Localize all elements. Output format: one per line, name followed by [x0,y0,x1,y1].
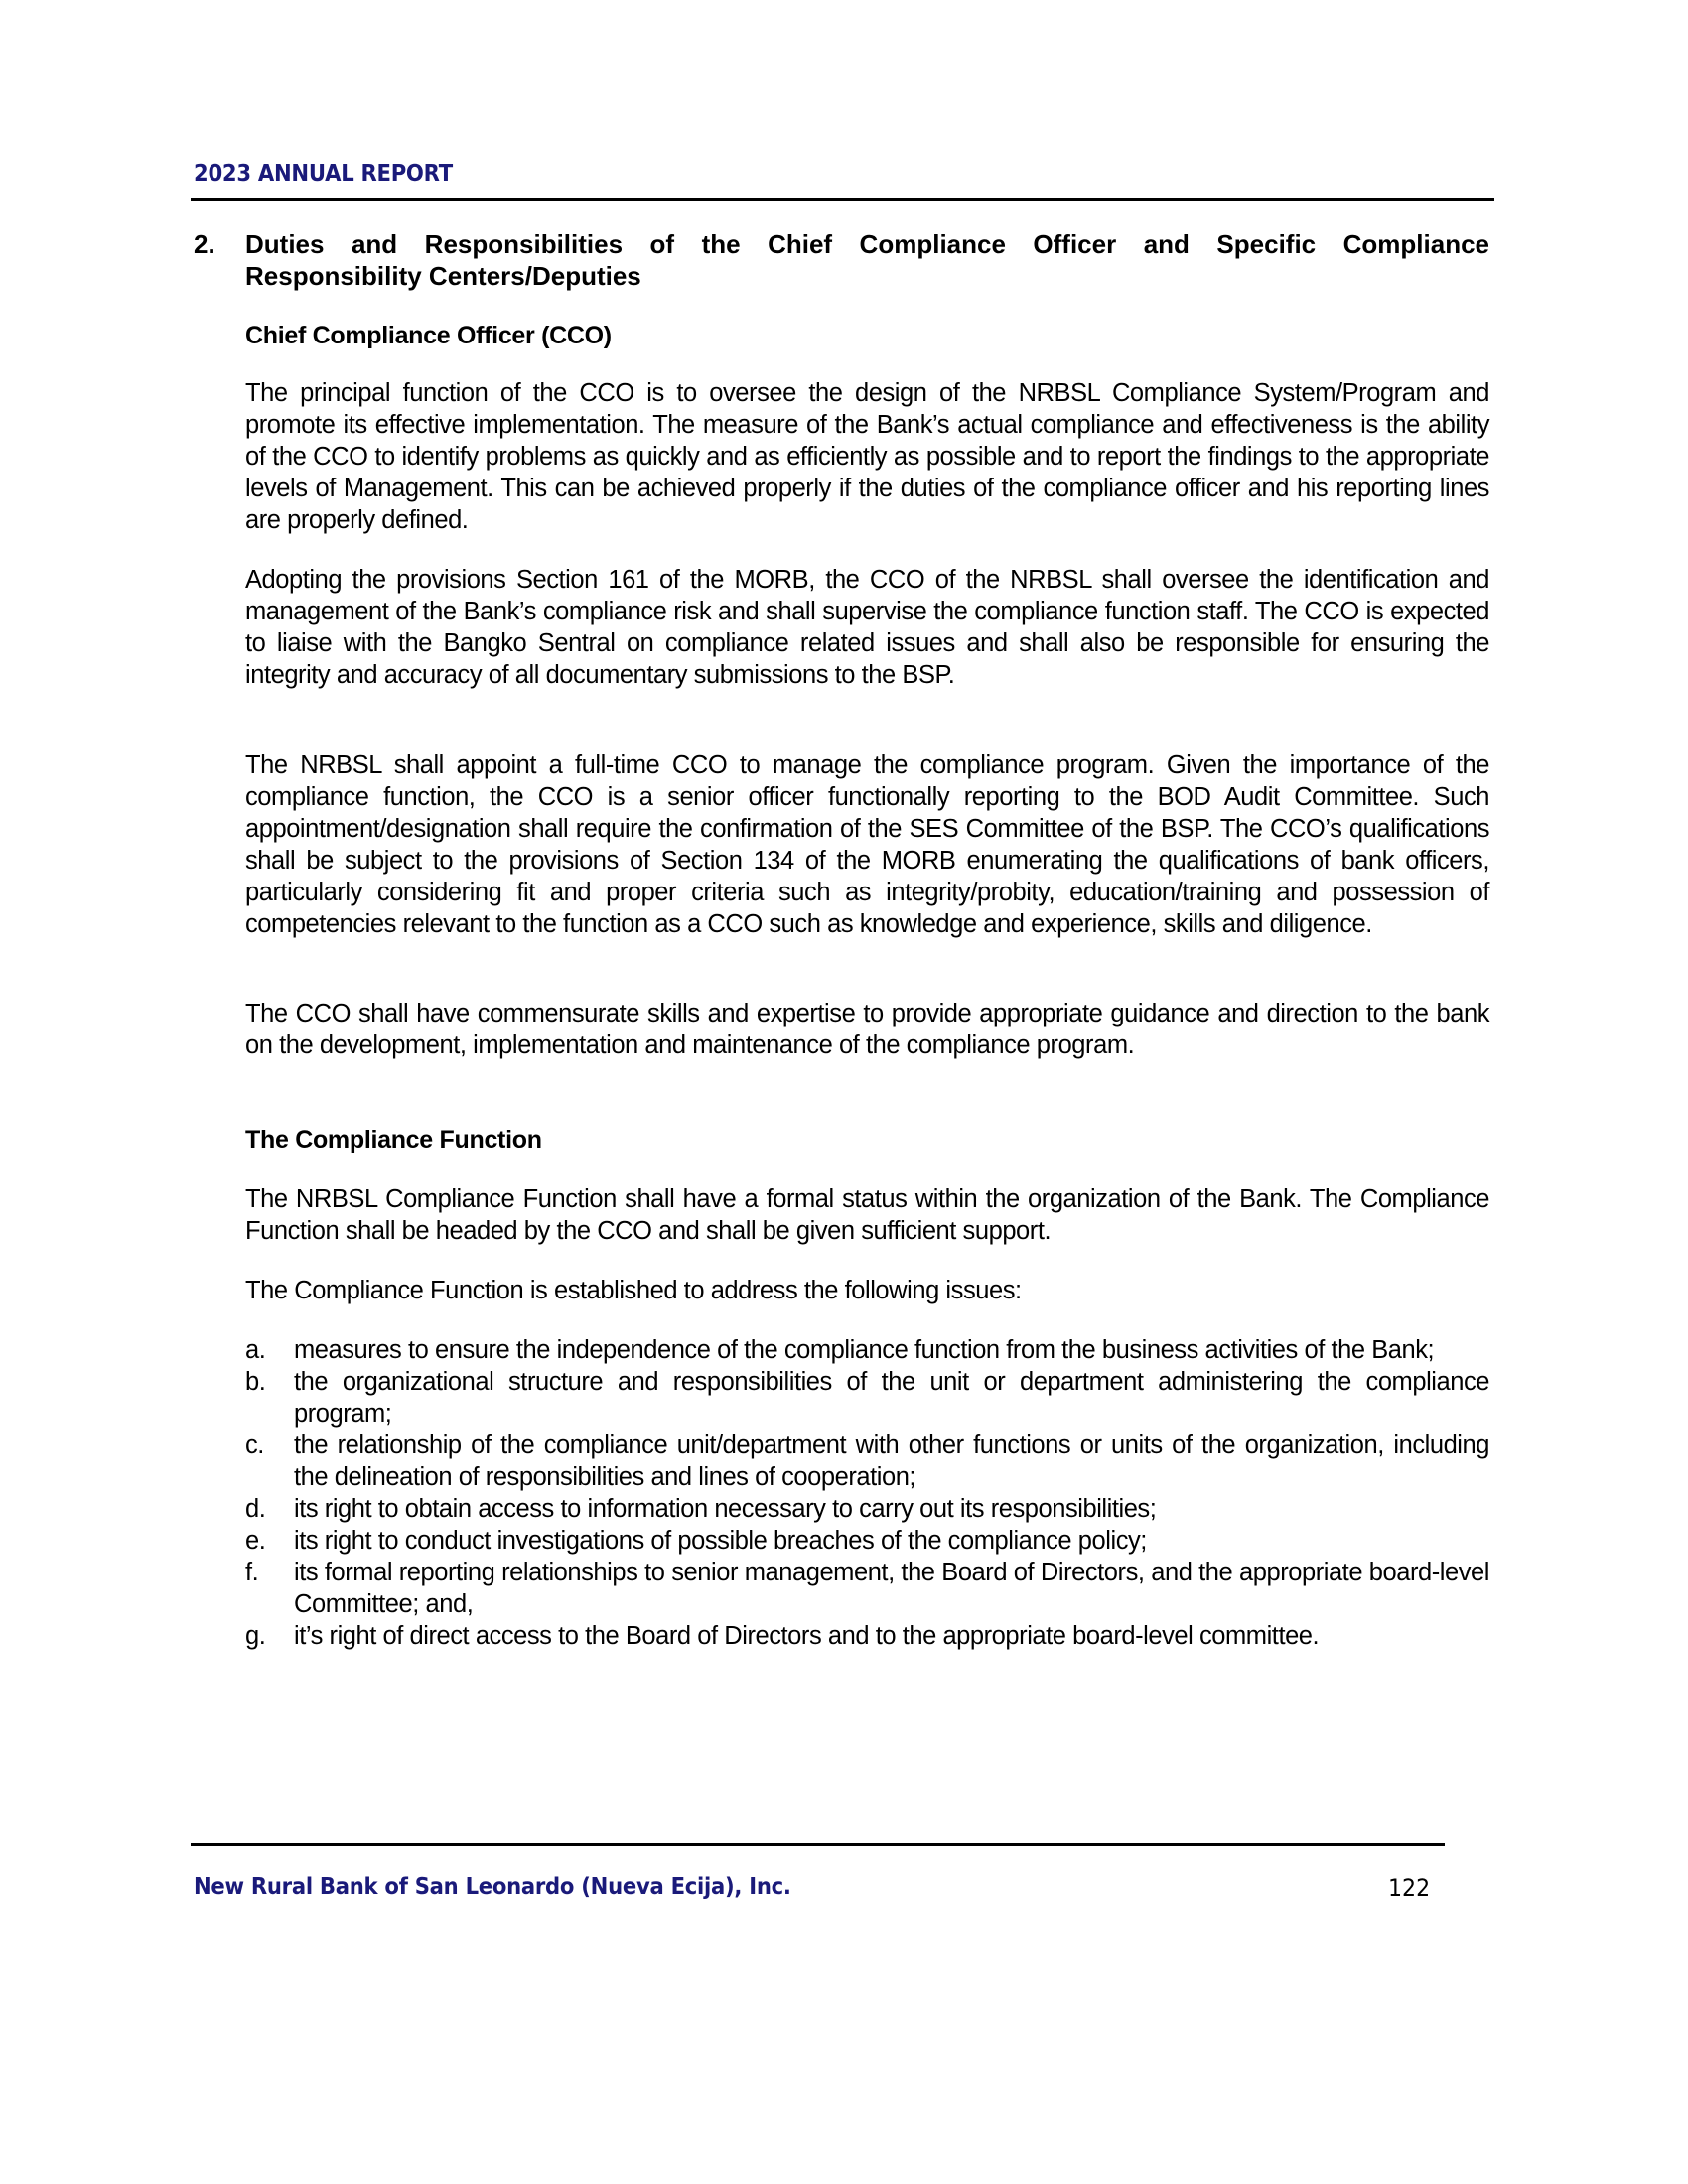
list-item-letter: b. [245,1368,266,1396]
cco-subheading: Chief Compliance Officer (CCO) [245,322,612,349]
compliance-function-paragraph-1: The NRBSL Compliance Function shall have a formal status within the organization of the Bank. The Compliance Function shall be headed by the CCO and shall be given sufficient support. [245,1185,1489,1245]
list-item-text: its right to conduct investigations of possible breaches of the compliance policy; [294,1527,1147,1555]
list-item [245,1557,1489,1620]
section-heading-text [245,228,1489,292]
section-heading-line2: Responsibility Centers/Deputies [245,261,641,291]
list-item [245,1366,1489,1430]
list-item [245,1430,1489,1493]
report-header-title: 2023 ANNUAL REPORT [194,161,453,187]
list-item-text: its right to obtain access to information necessary to carry out its responsibilities; [294,1495,1157,1523]
cco-paragraph-4: The CCO shall have commensurate skills and expertise to provide appropriate guidance and direction to the bank on the development, implementation and maintenance of the compliance program. [245,1000,1489,1059]
list-item-text: measures to ensure the independence of the compliance function from the business activities of the Bank; [294,1336,1435,1364]
list-item-letter: f. [245,1559,259,1586]
list-item-letter: g. [245,1622,266,1650]
list-item [245,1493,1489,1525]
page-number: 122 [1388,1874,1431,1902]
compliance-function-subheading: The Compliance Function [245,1126,542,1154]
section-number: 2. [194,229,215,259]
cco-paragraph-2: Adopting the provisions Section 161 of the MORB, the CCO of the NRBSL shall oversee the identification and management of the Bank’s compliance risk and shall supervise the compliance function staff. The CCO is expected to liaise with the Bangko Sentral on compliance related issues and shall also be responsible for ensuring the integrity and accuracy of all documentary submissions to the BSP. [245,566,1489,689]
header-divider [191,198,1494,201]
list-item [245,1620,1489,1652]
list-item-text: the organizational structure and responsibilities of the unit or department administering the compliance program; [294,1368,1489,1428]
list-item-letter: a. [245,1336,266,1364]
section-heading [194,228,1489,292]
list-item-letter: c. [245,1432,264,1459]
compliance-issues-list [245,1334,1489,1652]
cco-paragraph-1: The principal function of the CCO is to oversee the design of the NRBSL Compliance System/Program and promote its effective implementation. The measure of the Bank’s actual compliance and effectiveness is the ability of the CCO to identify problems as quickly and as efficiently as possible and to report the findings to the appropriate levels of Management. This can be achieved properly if the duties of the compliance officer and his reporting lines are properly defined. [245,379,1489,534]
list-item [245,1525,1489,1557]
cco-paragraph-3: The NRBSL shall appoint a full-time CCO to manage the compliance program. Given the importance of the compliance function, the CCO is a senior officer functionally reporting to the BOD Audit Committee. Such appointment/designation shall require the confirmation of the SES Committee of the BSP. The CCO’s qualifications shall be subject to the provisions of Section 134 of the MORB enumerating the qualifications of bank officers, particularly considering fit and proper criteria such as integrity/probity, education/training and possession of competencies relevant to the function as a CCO such as knowledge and experience, skills and diligence. [245,751,1489,938]
compliance-function-paragraph-2: The Compliance Function is established to address the following issues: [245,1277,1022,1304]
list-item-text: it’s right of direct access to the Board of Directors and to the appropriate board-level committee. [294,1622,1320,1650]
list-item [245,1334,1489,1366]
list-item-letter: e. [245,1527,266,1555]
footer-divider [191,1843,1445,1846]
list-item-text: the relationship of the compliance unit/department with other functions or units of the organization, including the delineation of responsibilities and lines of cooperation; [294,1432,1489,1491]
footer-bank-name: New Rural Bank of San Leonardo (Nueva Ecija), Inc. [194,1874,791,1900]
section-heading-line1: Duties and Responsibilities of the Chief Compliance Officer and Specific Compliance [245,229,1489,259]
list-item-text: its formal reporting relationships to senior management, the Board of Directors, and the appropriate board-level Committee; and, [294,1559,1489,1618]
list-item-letter: d. [245,1495,266,1523]
